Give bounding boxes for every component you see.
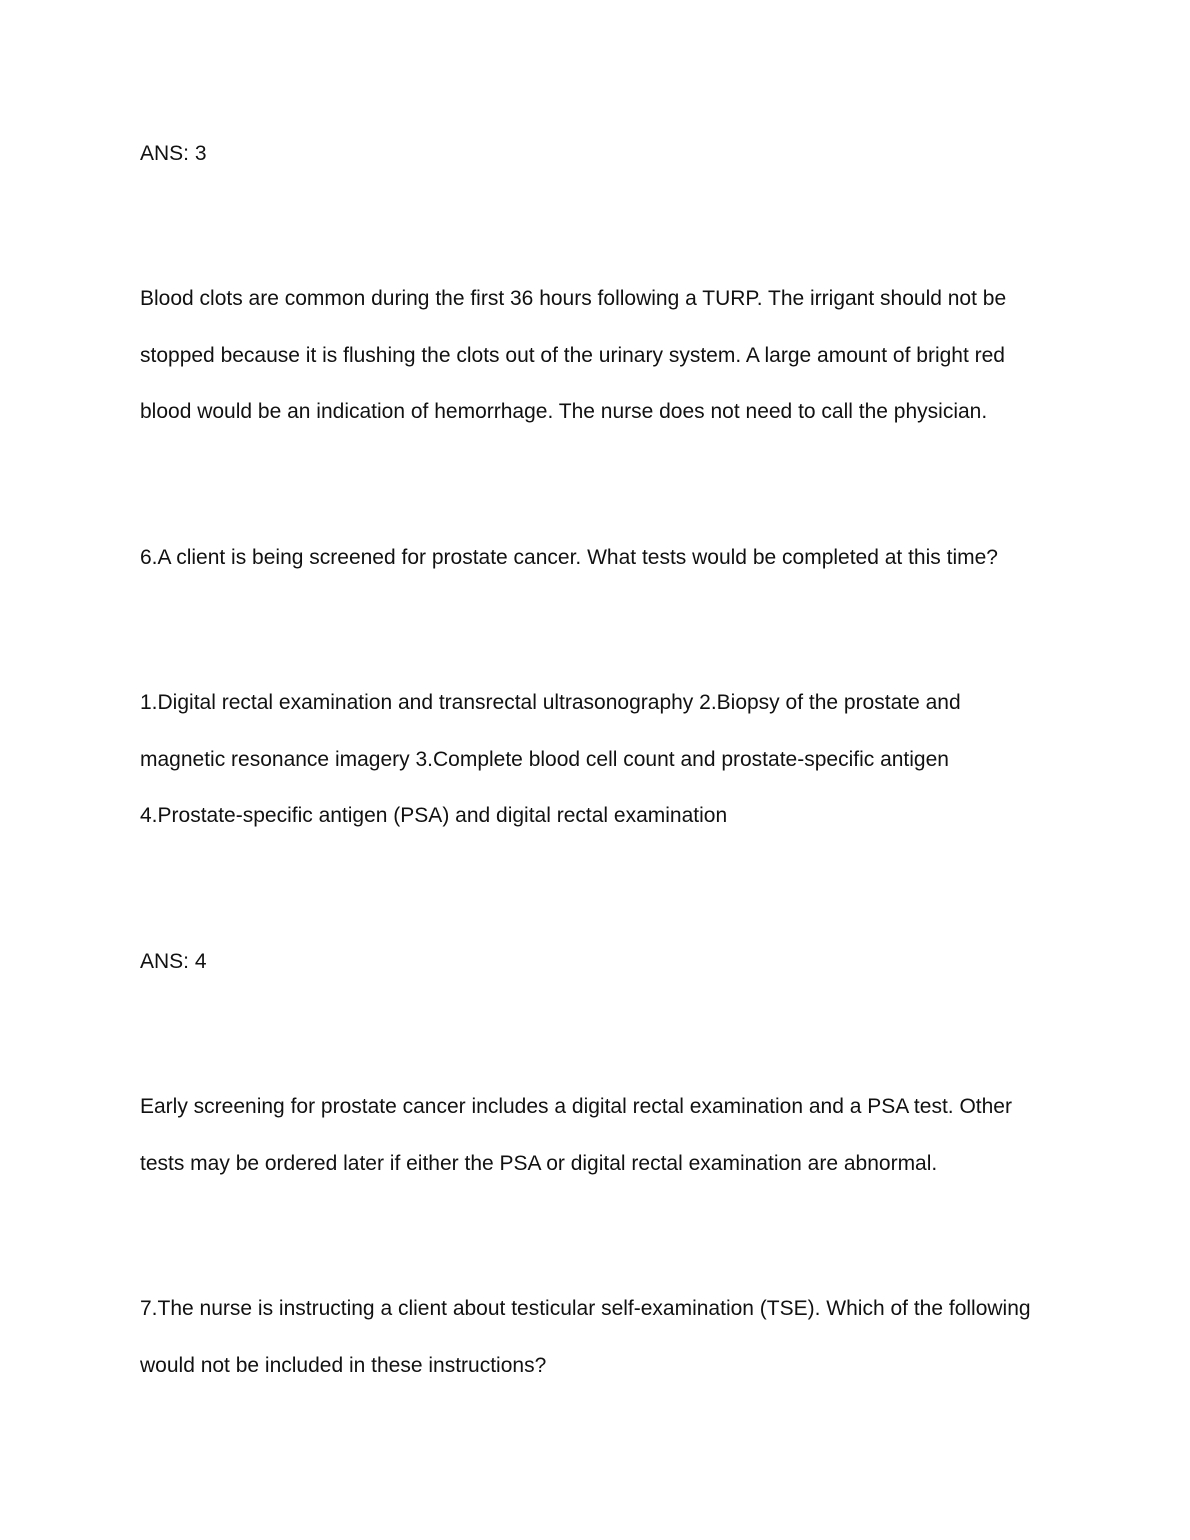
answer-label: ANS: 3 (140, 142, 207, 165)
question-text: 7.The nurse is instructing a client about testicular self-examination (TSE). Which of the following (140, 1297, 1031, 1320)
question-text: 6.A client is being screened for prostate cancer. What tests would be completed at this time? (140, 546, 998, 569)
explanation-line: Early screening for prostate cancer includes a digital rectal examination and a PSA test. Other (140, 1095, 1012, 1118)
answer-options-line: 1.Digital rectal examination and transrectal ultrasonography 2.Biopsy of the prostate and (140, 691, 961, 714)
answer-label: ANS: 4 (140, 950, 207, 973)
question-text: would not be included in these instructions? (140, 1354, 547, 1377)
explanation-line: stopped because it is flushing the clots out of the urinary system. A large amount of bright red (140, 344, 1005, 367)
explanation-line: blood would be an indication of hemorrhage. The nurse does not need to call the physician. (140, 400, 988, 423)
explanation-line: Blood clots are common during the first 36 hours following a TURP. The irrigant should not be (140, 287, 1007, 310)
answer-options-line: magnetic resonance imagery 3.Complete blood cell count and prostate-specific antigen (140, 748, 949, 771)
answer-options-line: 4.Prostate-specific antigen (PSA) and digital rectal examination (140, 804, 728, 827)
explanation-line: tests may be ordered later if either the PSA or digital rectal examination are abnormal. (140, 1152, 938, 1175)
